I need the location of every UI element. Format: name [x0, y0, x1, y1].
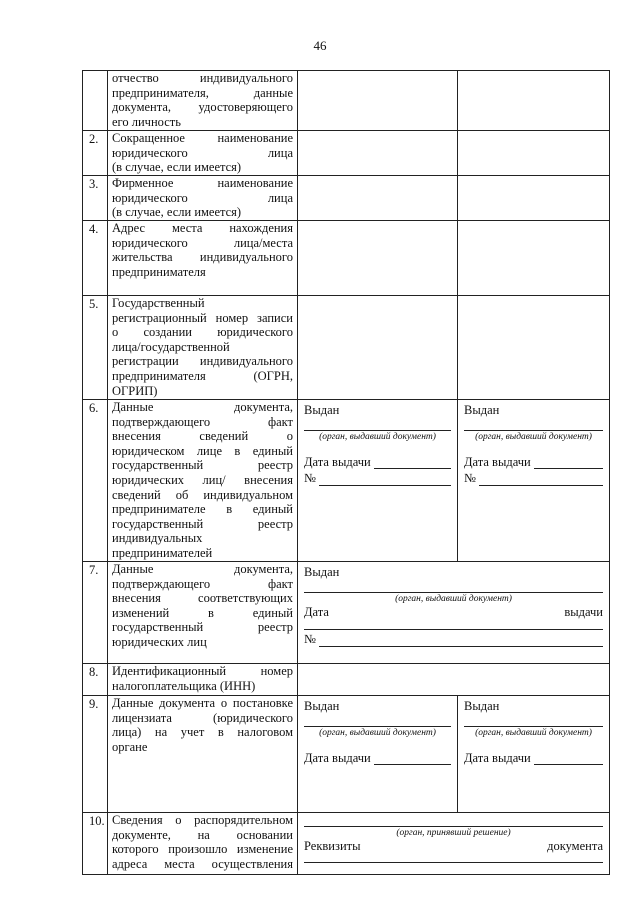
value-cell[interactable] [458, 176, 610, 221]
issue-date-label: Дата выдачи [464, 454, 531, 469]
row-number: 8. [83, 664, 108, 696]
value-cell[interactable] [298, 176, 458, 221]
issued-block [458, 400, 610, 562]
requisites-word-1: Реквизиты [304, 839, 361, 853]
value-cell[interactable] [298, 664, 610, 696]
requisites-word-2: документа [547, 839, 603, 853]
number-row [304, 632, 603, 647]
value-cell[interactable] [298, 131, 458, 176]
row-number [83, 71, 108, 131]
requisites-row [304, 839, 603, 854]
row-number: 6. [83, 400, 108, 562]
page-number: 46 [313, 38, 327, 53]
issued-block-wide [298, 562, 610, 664]
issued-label: Выдан [304, 403, 340, 417]
issue-date-word-2: выдачи [564, 604, 603, 619]
issued-label: Выдан [304, 699, 340, 713]
issued-block [458, 696, 610, 813]
issue-date-field[interactable] [534, 753, 603, 765]
decision-caption: (орган, принявший решение) [396, 828, 511, 838]
value-cell[interactable] [458, 71, 610, 131]
row-description: Идентификационный номер налогоплательщика (ИНН) [108, 664, 298, 696]
issuer-field[interactable] [464, 420, 603, 431]
row-number: 10. [83, 813, 108, 875]
issuer-caption: (орган, выдавший документ) [319, 727, 436, 738]
issue-date-label: Дата выдачи [304, 750, 371, 765]
table-row [83, 71, 610, 131]
issue-date-row [304, 455, 451, 470]
issue-date-row [464, 455, 603, 470]
row-description: Данные документа, подтверждающего факт внесения сведений о юридическом лице в единый государственный реестр юридических лиц/ внесения сведений об индивидуальном предпринимателе в единый государственный реестр индивидуальных предпринимателей [108, 400, 298, 562]
table-row [83, 696, 610, 813]
issue-date-row [304, 605, 603, 620]
issuer-field[interactable] [304, 420, 451, 431]
decision-body-field[interactable] [304, 816, 603, 827]
row-number: 3. [83, 176, 108, 221]
value-cell[interactable] [458, 296, 610, 400]
issue-date-word-1: Дата [304, 604, 329, 619]
number-sign: № [304, 632, 316, 647]
number-sign: № [304, 471, 316, 486]
row-description: Сведения о распорядительном документе, на основании которого произошло изменение адреса места осуществления [108, 813, 298, 875]
row-description: Адрес места нахождения юридического лица/места жительства индивидуального предпринимателя [108, 221, 298, 296]
row-description: отчество индивидуального предпринимателя, данные документа, удостоверяющего его личность [108, 71, 298, 131]
table-row [83, 221, 610, 296]
row-description: Сокращенное наименование юридического лица (в случае, если имеется) [108, 131, 298, 176]
form-table [82, 70, 610, 875]
value-cell[interactable] [298, 221, 458, 296]
issue-date-row [464, 751, 603, 766]
value-cell[interactable] [298, 296, 458, 400]
table-row [83, 176, 610, 221]
number-row [464, 471, 603, 486]
number-row [304, 471, 451, 486]
table-row [83, 131, 610, 176]
value-cell[interactable] [458, 131, 610, 176]
row-description: Данные документа о постановке лицензиата (юридического лица) на учет в налоговом органе [108, 696, 298, 813]
table-row [83, 813, 610, 875]
issuer-caption: (орган, выдавший документ) [475, 431, 592, 442]
issued-block [298, 696, 458, 813]
row-description: Фирменное наименование юридического лица (в случае, если имеется) [108, 176, 298, 221]
issue-date-label: Дата выдачи [464, 750, 531, 765]
table-row [83, 664, 610, 696]
decision-block [298, 813, 610, 875]
issue-date-label: Дата выдачи [304, 454, 371, 469]
issued-label: Выдан [304, 565, 340, 579]
table-row [83, 562, 610, 664]
issuer-field[interactable] [304, 716, 451, 727]
table-row [83, 296, 610, 400]
requisites-field[interactable] [304, 854, 603, 863]
row-number: 9. [83, 696, 108, 813]
issue-date-row [304, 751, 451, 766]
issued-label: Выдан [464, 699, 500, 713]
row-number: 7. [83, 562, 108, 664]
value-cell[interactable] [298, 71, 458, 131]
issued-label: Выдан [464, 403, 500, 417]
issue-date-field[interactable] [534, 457, 603, 469]
issuer-field[interactable] [464, 716, 603, 727]
row-description: Государственный регистрационный номер записи о создании юридического лица/государственной регистрации индивидуального предпринимателя (ОГРН, ОГРИП) [108, 296, 298, 400]
row-number: 5. [83, 296, 108, 400]
issued-block [298, 400, 458, 562]
issuer-caption: (орган, выдавший документ) [475, 727, 592, 738]
row-number: 4. [83, 221, 108, 296]
table-row [83, 400, 610, 562]
issuer-caption: (орган, выдавший документ) [319, 431, 436, 442]
row-description: Данные документа, подтверждающего факт внесения соответствующих изменений в единый государственный реестр юридических лиц [108, 562, 298, 664]
number-field[interactable] [319, 635, 603, 647]
row-number: 2. [83, 131, 108, 176]
number-field[interactable] [479, 474, 603, 486]
issue-date-field[interactable] [374, 753, 451, 765]
issuer-caption: (орган, выдавший документ) [395, 593, 512, 604]
issue-date-field[interactable] [304, 619, 603, 630]
issue-date-field[interactable] [374, 457, 451, 469]
value-cell[interactable] [458, 221, 610, 296]
number-field[interactable] [319, 474, 451, 486]
issuer-field[interactable] [304, 582, 603, 593]
number-sign: № [464, 471, 476, 486]
